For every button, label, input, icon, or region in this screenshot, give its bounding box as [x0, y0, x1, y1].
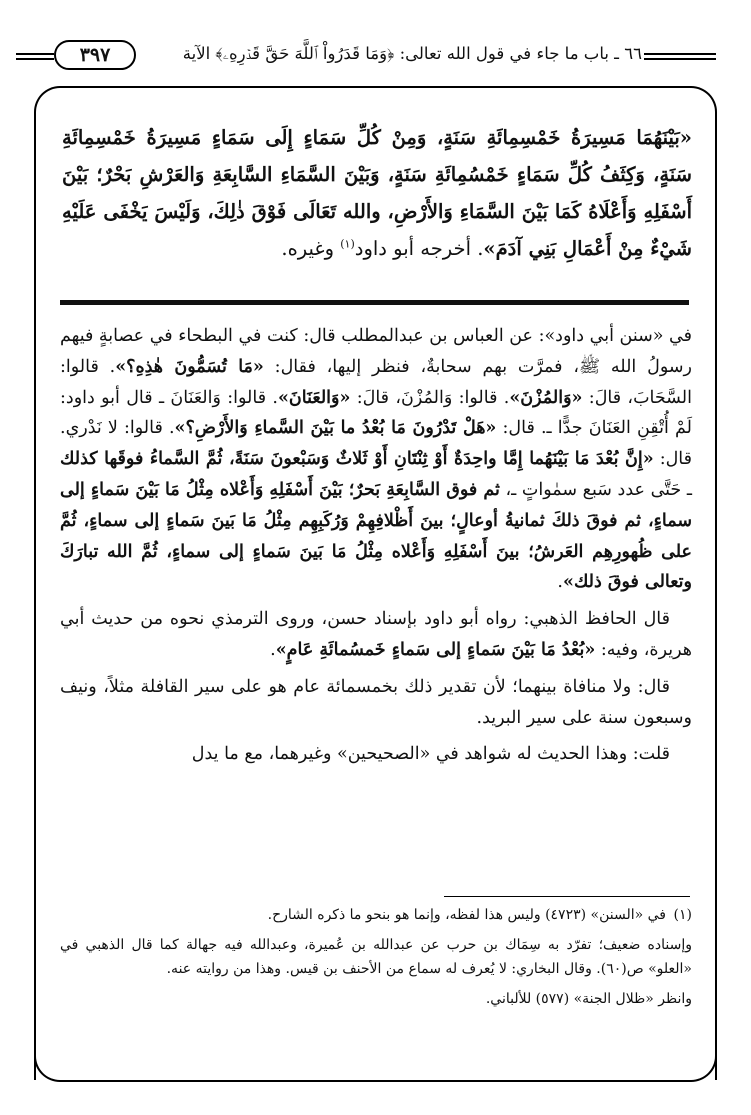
- page-frame-right: [715, 286, 717, 1080]
- prophetic-quote: «وَالمُزْنَ»: [509, 387, 583, 408]
- commentary-run: .: [270, 639, 276, 660]
- commentary-text: [60, 321, 692, 770]
- commentary-run: قال الحافظ الذهبي: رواه أبو داود بإسناد حسن، وروى الترمذي نحوه من حديث أبي هريرة، وفيه:: [60, 609, 692, 660]
- header-double-rule: [16, 58, 54, 60]
- prophetic-quote: «وَالعَنَانَ»: [277, 387, 351, 408]
- footnote-text: وانظر «ظلال الجنة» (٥٧٧) للألباني.: [485, 991, 692, 1007]
- page-frame-bottom: [34, 1052, 717, 1082]
- commentary-run: في «سنن أبي داود»: عن العباس بن عبدالمطلب قال: كنت في البطحاء في عصابةٍ فيهم رسولُ الله ﷺ، فمرَّت بهم سحابةٌ، فنظر إليها، فقال:: [60, 326, 692, 377]
- hadith-text-block: [62, 119, 692, 267]
- header-double-rule: [644, 58, 716, 60]
- prophetic-quote: «بُعْدُ مَا بَيْنَ سَماءٍ إلى سَماءٍ خَمسُمائَةِ عَامٍ»: [275, 639, 596, 660]
- prophetic-quote: «هَلْ تَدْرُونَ مَا بُعْدُ ما بَيْنَ السَّماءِ وَالأَرْضِ؟»: [174, 418, 497, 439]
- commentary-run: . قالوا: وَالمُزْنَ، قالَ:: [350, 387, 510, 408]
- commentary-paragraph: [60, 321, 692, 598]
- running-header-title: ٦٦ ـ باب ما جاء في قول الله تعالى: ﴿وَمَا قَدَرُواْ ٱللَّهَ حَقَّ قَدۡرِهِۦ﴾ الآية: [182, 44, 642, 63]
- footnote-text: وإسناده ضعيف؛ تفرّد به سِمَاك بن حرب عن عبدالله بن عُميرة، وعبدالله فيه جهالة كما قال الذهبي في «العلو» ص(٦٠). وقال البخاري: لا يُعرف له سماع من الأحنف بن قيس. وهذا من روايته عنه.: [60, 937, 692, 977]
- footnote-separator: [444, 896, 690, 897]
- section-divider: [60, 300, 689, 305]
- page-frame-left: [34, 286, 36, 1080]
- commentary-run: . قالوا: وَالعَنَانَ ـ قال أبو داود: لَمْ أُتْقِنِ العَنَانَ جدًّا ـ. قال:: [60, 387, 692, 439]
- page-number: ٣٩٧: [54, 40, 136, 70]
- commentary-run: . قالوا: السَّحَابَ، قالَ:: [60, 356, 692, 408]
- commentary-paragraph: قلت: وهذا الحديث له شواهد في «الصحيحين» وغيرهما، مع ما يدل: [191, 744, 670, 765]
- commentary-run: .: [557, 572, 563, 593]
- footnote-text: في «السنن» (٤٧٢٣) وليس هذا لفظه، وإنما هو بنحو ما ذكره الشارح.: [267, 907, 666, 923]
- footnote-number: (١): [673, 907, 692, 923]
- hadith-quote: «بَيْنَهُمَا مَسِيرَةُ خَمْسِمِائَةِ سَنَةٍ، وَمِنْ كُلِّ سَمَاءٍ إِلَى سَمَاءٍ مَسِيرَةُ خَمْسِمِائَةِ سَنَةٍ، وَكِثَفُ كُلِّ سَمَاءٍ خَمْسُمِائَةِ سَنَةٍ، وَبَيْنَ السَّمَاءِ السَّابِعَةِ وَالعَرْشِ بَحْرٌ؛ بَيْنَ أَسْفَلِهِ وَأَعْلَاهُ كَمَا بَيْنَ السَّمَاءِ وَالأَرْضِ، والله تَعَالَى فَوْقَ ذٰلِكَ، وَلَيْسَ يَخْفَى عَلَيْهِ شَيْءٌ مِنْ أَعْمَالِ بَنِي آدَمَ»: [62, 126, 692, 260]
- prophetic-quote: ثم فوق السَّابِعَةِ بَحرٌ؛ بَيْنَ أَسْفَلِهِ وَأَعْلاه مِثْلُ مَا بَيْنَ سَماءٍ إلى سماءٍ، ثم فوقَ ذلكَ ثمانيةُ أوعالٍ؛ بينَ أَظْلافِهِمْ وَرُكَبِهِم مِثْلُ مَا بَينَ سَماءٍ إلى سماءٍ، ثُمَّ على ظُهورِهِم العَرشُ؛ بينَ أَسْفَلِهِ وَأَعْلاه مِثْلُ مَا بَينَ سَماءٍ إلى سماءٍ، ثُمَّ الله تبارَكَ وتعالى فوقَ ذلك»: [60, 479, 692, 593]
- commentary-run: ـ حَتَّى عدد سَبع سمٰواتٍ ـ،: [499, 479, 692, 500]
- hadith-source-tail: وغيره.: [281, 237, 341, 260]
- commentary-run: . قالوا: لا نَدْري. قال:: [60, 418, 693, 470]
- header-double-rule: [16, 53, 54, 55]
- commentary-paragraph: [60, 604, 692, 666]
- footnote-item: [60, 903, 692, 927]
- footnote-reference[interactable]: (١): [340, 237, 355, 251]
- header-double-rule: [644, 53, 716, 55]
- prophetic-quote: «مَا تُسَمُّونَ هٰذِهِ؟»: [115, 356, 264, 377]
- prophetic-quote: «إِنَّ بُعْدَ مَا بَيْنَهُما إِمَّا واحِدَةٌ أَوْ ثِنْتَانِ أَوْ ثَلاثٌ وَسَبْعونَ سَنَةً، ثُمَّ السَّماءُ فوقَها كذلك: [60, 449, 654, 470]
- footnotes: [60, 903, 692, 1017]
- commentary-paragraph: قال: ولا منافاة بينهما؛ لأن تقدير ذلك بخمسمائة عام هو على سير القافلة مثلاً، ونيف وسبعون سنة على سير البريد.: [60, 676, 692, 728]
- hadith-source: . أخرجه أبو داود: [354, 237, 484, 260]
